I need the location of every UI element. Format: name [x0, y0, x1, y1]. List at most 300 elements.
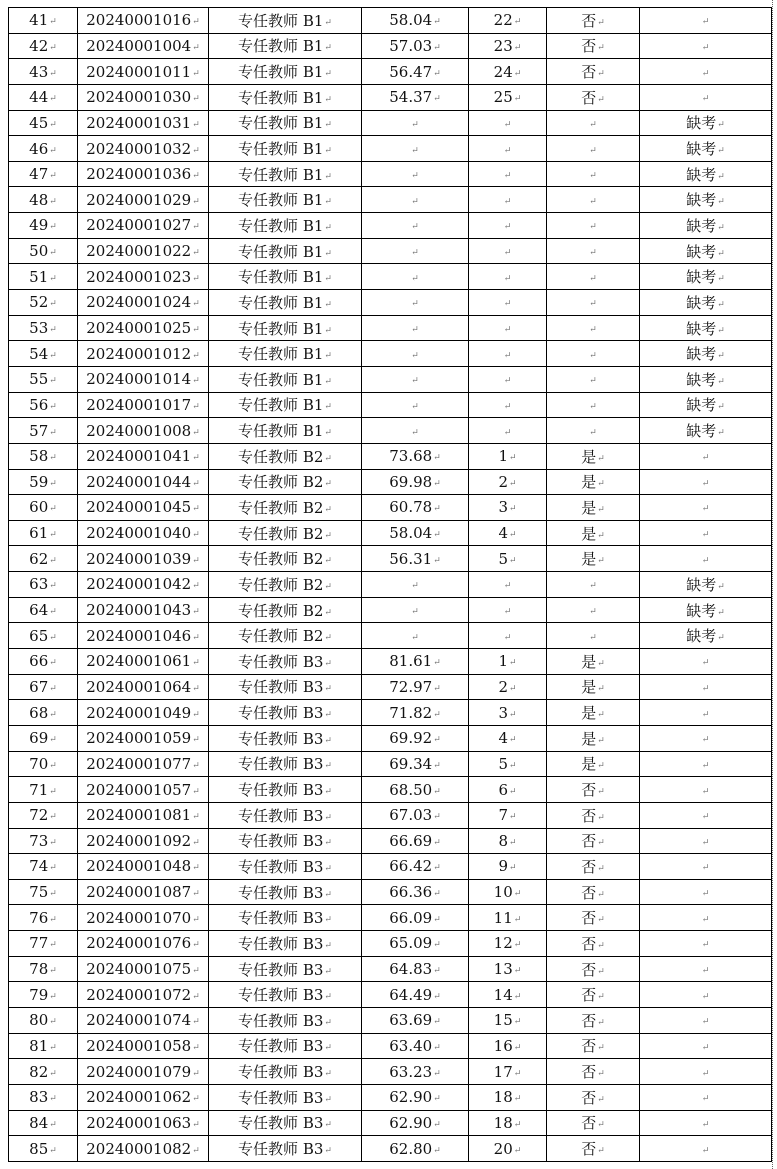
cell-interview-entry: [547, 828, 640, 854]
cell-interview-entry: [547, 546, 640, 572]
cell-exam-id: [78, 854, 209, 880]
paragraph-mark: ↵: [589, 350, 597, 361]
cell-rank: [469, 392, 547, 418]
cell-exam-id-text: 20240001008: [86, 421, 192, 440]
paragraph-mark: ↵: [503, 632, 512, 643]
cell-interview-entry: [547, 931, 640, 957]
cell-score: [362, 8, 469, 34]
cell-no-text: 77: [29, 934, 49, 953]
paragraph-mark: ↵: [701, 17, 710, 28]
table-row: [9, 366, 772, 392]
cell-rank: [469, 597, 547, 623]
cell-note-text: 缺考: [686, 191, 717, 210]
cell-score: [362, 495, 469, 521]
cell-exam-id-text: 20240001024: [86, 293, 192, 312]
cell-position-text: 专任教师 B1: [238, 268, 324, 287]
cell-no: [9, 8, 78, 34]
cell-score: [362, 674, 469, 700]
cell-interview-entry: [547, 1059, 640, 1085]
paragraph-mark: ↵: [509, 786, 517, 797]
cell-interview-entry: [547, 597, 640, 623]
cell-note: [640, 1110, 772, 1136]
cell-exam-id-text: 20240001031: [86, 113, 192, 132]
cell-position: [209, 110, 362, 136]
paragraph-mark: ↵: [509, 812, 517, 823]
paragraph-mark: ↵: [49, 555, 57, 566]
cell-rank: [469, 264, 547, 290]
cell-position-text: 专任教师 B3: [238, 704, 324, 723]
table-row: [9, 956, 772, 982]
cell-position-text: 专任教师 B3: [238, 857, 324, 876]
paragraph-mark: ↵: [324, 274, 332, 285]
paragraph-mark: ↵: [411, 171, 419, 182]
cell-no-text: 66: [29, 652, 49, 671]
paragraph-mark: ↵: [589, 222, 597, 233]
table-row: [9, 341, 772, 367]
cell-note: [640, 1136, 772, 1162]
paragraph-mark: ↵: [513, 94, 522, 105]
cell-no-text: 74: [29, 857, 49, 876]
cell-rank: [469, 1059, 547, 1085]
cell-interview-entry-text: 否: [581, 781, 597, 800]
paragraph-mark: ↵: [192, 837, 200, 848]
paragraph-mark: ↵: [49, 17, 57, 28]
paragraph-mark: ↵: [49, 863, 57, 874]
cell-position: [209, 213, 362, 239]
paragraph-mark: ↵: [597, 863, 605, 874]
cell-note: [640, 33, 772, 59]
cell-score-text: 66.69: [389, 831, 433, 850]
paragraph-mark: ↵: [513, 1068, 522, 1079]
cell-exam-id: [78, 33, 209, 59]
cell-score-text: 68.50: [389, 780, 433, 799]
paragraph-mark: ↵: [509, 453, 517, 464]
cell-interview-entry: [547, 213, 640, 239]
cell-position: [209, 1136, 362, 1162]
paragraph-mark: ↵: [717, 222, 725, 233]
paragraph-mark: ↵: [701, 42, 710, 53]
cell-exam-id-text: 20240001063: [86, 1113, 192, 1132]
cell-exam-id-text: 20240001062: [86, 1088, 192, 1107]
cell-note: [640, 777, 772, 803]
cell-no-text: 70: [29, 754, 49, 773]
cell-interview-entry: [547, 161, 640, 187]
paragraph-mark: ↵: [513, 1145, 522, 1156]
paragraph-mark: ↵: [589, 632, 597, 643]
cell-interview-entry-text: 否: [581, 934, 597, 953]
cell-exam-id-text: 20240001087: [86, 883, 192, 902]
cell-position: [209, 725, 362, 751]
paragraph-mark: ↵: [324, 376, 332, 387]
paragraph-mark: ↵: [597, 940, 605, 951]
paragraph-mark: ↵: [597, 1043, 605, 1054]
paragraph-mark: ↵: [503, 581, 512, 592]
paragraph-mark: ↵: [49, 735, 57, 746]
cell-exam-id-text: 20240001092: [86, 831, 192, 850]
paragraph-mark: ↵: [433, 889, 441, 900]
cell-no: [9, 84, 78, 110]
paragraph-mark: ↵: [411, 350, 419, 361]
cell-position-text: 专任教师 B1: [238, 37, 324, 56]
paragraph-mark: ↵: [324, 863, 332, 874]
cell-rank: [469, 290, 547, 316]
cell-exam-id-text: 20240001074: [86, 1011, 192, 1030]
paragraph-mark: ↵: [49, 658, 57, 669]
cell-score: [362, 956, 469, 982]
cell-rank: [469, 905, 547, 931]
cell-score: [362, 777, 469, 803]
paragraph-mark: ↵: [324, 1043, 332, 1054]
table-row: [9, 315, 772, 341]
table-row: [9, 546, 772, 572]
cell-interview-entry: [547, 84, 640, 110]
paragraph-mark: ↵: [49, 171, 57, 182]
cell-rank-text: 17: [493, 1062, 513, 1081]
cell-exam-id-text: 20240001075: [86, 960, 192, 979]
paragraph-mark: ↵: [509, 555, 517, 566]
paragraph-mark: ↵: [192, 786, 200, 797]
cell-no-text: 43: [29, 62, 49, 81]
paragraph-mark: ↵: [324, 428, 332, 439]
cell-position: [209, 136, 362, 162]
cell-score: [362, 1059, 469, 1085]
cell-rank: [469, 546, 547, 572]
cell-note: [640, 213, 772, 239]
paragraph-mark: ↵: [589, 273, 597, 284]
cell-exam-id: [78, 59, 209, 85]
cell-note: [640, 187, 772, 213]
cell-exam-id: [78, 161, 209, 187]
cell-interview-entry: [547, 649, 640, 675]
cell-rank: [469, 649, 547, 675]
paragraph-mark: ↵: [49, 325, 57, 335]
cell-rank: [469, 84, 547, 110]
paragraph-mark: ↵: [192, 581, 200, 592]
cell-rank: [469, 520, 547, 546]
cell-score: [362, 161, 469, 187]
cell-note: [640, 315, 772, 341]
cell-note: [640, 649, 772, 675]
cell-note: [640, 443, 772, 469]
cell-position-text: 专任教师 B3: [238, 986, 324, 1005]
paragraph-mark: ↵: [597, 1146, 605, 1156]
cell-no: [9, 238, 78, 264]
paragraph-mark: ↵: [324, 197, 332, 208]
cell-exam-id: [78, 264, 209, 290]
cell-note: [640, 931, 772, 957]
paragraph-mark: ↵: [192, 735, 200, 746]
cell-no-text: 69: [29, 729, 49, 748]
cell-no-text: 41: [29, 11, 49, 30]
paragraph-mark: ↵: [433, 991, 441, 1002]
cell-exam-id-text: 20240001058: [86, 1036, 192, 1055]
cell-position-text: 专任教师 B1: [238, 345, 324, 364]
cell-interview-entry-text: 是: [581, 498, 597, 517]
paragraph-mark: ↵: [324, 915, 332, 926]
paragraph-mark: ↵: [701, 991, 710, 1002]
cell-interview-entry-text: 否: [581, 1011, 597, 1030]
cell-exam-id-text: 20240001064: [86, 677, 192, 696]
paragraph-mark: ↵: [701, 68, 710, 79]
cell-rank-text: 20: [493, 1139, 513, 1158]
paragraph-mark: ↵: [717, 351, 725, 362]
cell-rank: [469, 161, 547, 187]
cell-no: [9, 392, 78, 418]
paragraph-mark: ↵: [503, 325, 512, 335]
cell-no: [9, 905, 78, 931]
cell-no-text: 45: [29, 113, 49, 132]
cell-exam-id: [78, 777, 209, 803]
paragraph-mark: ↵: [433, 504, 441, 515]
paragraph-mark: ↵: [192, 453, 200, 464]
cell-interview-entry: [547, 290, 640, 316]
cell-no-text: 57: [29, 421, 49, 440]
paragraph-mark: ↵: [433, 1068, 441, 1079]
paragraph-mark: ↵: [503, 273, 512, 284]
paragraph-mark: ↵: [192, 1068, 200, 1079]
paragraph-mark: ↵: [324, 69, 332, 80]
cell-rank-text: 14: [493, 985, 513, 1004]
cell-rank-text: 9: [498, 857, 508, 876]
cell-rank: [469, 1136, 547, 1162]
paragraph-mark: ↵: [433, 1119, 441, 1130]
cell-interview-entry-text: 是: [581, 729, 597, 748]
cell-score-text: 81.61: [389, 652, 433, 671]
cell-exam-id-text: 20240001045: [86, 498, 192, 517]
cell-rank-text: 10: [493, 883, 513, 902]
paragraph-mark: ↵: [433, 68, 441, 79]
cell-exam-id-text: 20240001043: [86, 601, 192, 620]
results-table: [8, 7, 772, 1162]
cell-position-text: 专任教师 B2: [238, 473, 324, 492]
cell-position: [209, 1033, 362, 1059]
cell-no-text: 46: [29, 139, 49, 158]
paragraph-mark: ↵: [411, 632, 419, 643]
cell-note: [640, 905, 772, 931]
paragraph-mark: ↵: [192, 607, 200, 618]
cell-no-text: 58: [29, 447, 49, 466]
cell-no: [9, 187, 78, 213]
table-row: [9, 649, 772, 675]
cell-note-text: 缺考: [686, 319, 717, 338]
cell-rank-text: 4: [498, 524, 508, 543]
paragraph-mark: ↵: [192, 709, 200, 720]
cell-position: [209, 33, 362, 59]
cell-no: [9, 213, 78, 239]
cell-interview-entry: [547, 187, 640, 213]
cell-rank-text: 15: [493, 1011, 513, 1030]
cell-position-text: 专任教师 B3: [238, 781, 324, 800]
cell-no: [9, 700, 78, 726]
paragraph-mark: ↵: [433, 658, 441, 669]
paragraph-mark: ↵: [192, 94, 200, 105]
cell-note: [640, 392, 772, 418]
paragraph-mark: ↵: [49, 273, 57, 284]
cell-note-text: 缺考: [686, 396, 717, 415]
paragraph-mark: ↵: [597, 69, 605, 80]
paragraph-mark: ↵: [324, 761, 332, 772]
cell-note: [640, 136, 772, 162]
cell-score-text: 64.83: [389, 960, 433, 979]
cell-score: [362, 931, 469, 957]
paragraph-mark: ↵: [411, 401, 419, 412]
cell-position-text: 专任教师 B3: [238, 1011, 324, 1030]
cell-position-text: 专任教师 B1: [238, 165, 324, 184]
cell-no-text: 50: [29, 242, 49, 261]
paragraph-mark: ↵: [589, 401, 597, 412]
cell-exam-id-text: 20240001032: [86, 139, 192, 158]
cell-position: [209, 418, 362, 444]
table-row: [9, 1059, 772, 1085]
cell-exam-id-text: 20240001059: [86, 729, 192, 748]
paragraph-mark: ↵: [192, 42, 200, 53]
cell-exam-id: [78, 879, 209, 905]
paragraph-mark: ↵: [192, 1042, 200, 1053]
paragraph-mark: ↵: [513, 1119, 522, 1130]
paragraph-mark: ↵: [597, 889, 605, 900]
paragraph-mark: ↵: [503, 248, 512, 259]
cell-rank: [469, 1110, 547, 1136]
cell-position-text: 专任教师 B2: [238, 524, 324, 543]
paragraph-mark: ↵: [701, 735, 710, 746]
cell-rank: [469, 700, 547, 726]
cell-score-text: 71.82: [389, 703, 433, 722]
paragraph-mark: ↵: [509, 735, 517, 746]
cell-no: [9, 1084, 78, 1110]
paragraph-mark: ↵: [701, 683, 710, 694]
paragraph-mark: ↵: [701, 1068, 710, 1079]
paragraph-mark: ↵: [324, 787, 332, 798]
paragraph-mark: ↵: [411, 427, 419, 438]
cell-exam-id: [78, 366, 209, 392]
cell-position: [209, 879, 362, 905]
cell-exam-id: [78, 931, 209, 957]
cell-rank: [469, 59, 547, 85]
cell-no: [9, 1059, 78, 1085]
cell-no: [9, 520, 78, 546]
cell-position-text: 专任教师 B3: [238, 1114, 324, 1133]
paragraph-mark: ↵: [324, 402, 332, 413]
paragraph-mark: ↵: [324, 120, 332, 131]
paragraph-mark: ↵: [717, 274, 725, 285]
cell-rank: [469, 572, 547, 598]
paragraph-mark: ↵: [503, 299, 512, 310]
cell-score: [362, 418, 469, 444]
cell-position-text: 专任教师 B1: [238, 422, 324, 441]
cell-exam-id-text: 20240001022: [86, 242, 192, 261]
cell-position-text: 专任教师 B2: [238, 447, 324, 466]
paragraph-mark: ↵: [49, 504, 57, 515]
cell-interview-entry-text: 否: [581, 883, 597, 902]
cell-exam-id: [78, 392, 209, 418]
cell-note: [640, 495, 772, 521]
cell-no-text: 84: [29, 1113, 49, 1132]
paragraph-mark: ↵: [324, 710, 332, 721]
cell-score: [362, 905, 469, 931]
cell-interview-entry: [547, 1084, 640, 1110]
cell-score: [362, 84, 469, 110]
paragraph-mark: ↵: [49, 453, 57, 464]
paragraph-mark: ↵: [324, 248, 332, 259]
cell-rank: [469, 982, 547, 1008]
cell-position-text: 专任教师 B1: [238, 11, 324, 30]
paragraph-mark: ↵: [717, 402, 725, 413]
cell-no: [9, 443, 78, 469]
paragraph-mark: ↵: [324, 453, 332, 464]
paragraph-mark: ↵: [49, 837, 57, 848]
paragraph-mark: ↵: [433, 1145, 441, 1156]
paragraph-mark: ↵: [503, 171, 512, 182]
paragraph-mark: ↵: [49, 94, 57, 105]
cell-note: [640, 161, 772, 187]
paragraph-mark: ↵: [192, 760, 200, 771]
paragraph-mark: ↵: [597, 94, 605, 105]
cell-no: [9, 879, 78, 905]
paragraph-mark: ↵: [49, 581, 57, 592]
cell-exam-id-text: 20240001039: [86, 549, 192, 568]
paragraph-mark: ↵: [433, 863, 441, 874]
cell-interview-entry: [547, 136, 640, 162]
cell-no-text: 49: [29, 216, 49, 235]
table-row: [9, 33, 772, 59]
cell-interview-entry-text: 是: [581, 652, 597, 671]
cell-no-text: 72: [29, 806, 49, 825]
cell-exam-id-text: 20240001017: [86, 395, 192, 414]
paragraph-mark: ↵: [324, 607, 332, 618]
cell-no: [9, 495, 78, 521]
cell-position-text: 专任教师 B1: [238, 370, 324, 389]
cell-rank-text: 12: [493, 934, 513, 953]
paragraph-mark: ↵: [597, 1120, 605, 1131]
paragraph-mark: ↵: [597, 658, 605, 669]
paragraph-mark: ↵: [717, 146, 725, 157]
cell-score: [362, 597, 469, 623]
cell-interview-entry: [547, 366, 640, 392]
paragraph-mark: ↵: [717, 607, 725, 618]
paragraph-mark: ↵: [324, 171, 332, 182]
paragraph-mark: ↵: [49, 914, 57, 925]
cell-note: [640, 264, 772, 290]
cell-score: [362, 213, 469, 239]
cell-exam-id: [78, 982, 209, 1008]
paragraph-mark: ↵: [433, 530, 441, 541]
cell-score: [362, 290, 469, 316]
cell-interview-entry-text: 否: [581, 1063, 597, 1082]
cell-position-text: 专任教师 B1: [238, 242, 324, 261]
paragraph-mark: ↵: [49, 1145, 57, 1156]
cell-position-text: 专任教师 B1: [238, 88, 324, 107]
cell-exam-id: [78, 597, 209, 623]
cell-no: [9, 623, 78, 649]
cell-rank: [469, 8, 547, 34]
cell-note: [640, 84, 772, 110]
paragraph-mark: ↵: [701, 453, 710, 464]
cell-position: [209, 341, 362, 367]
cell-score-text: 69.92: [389, 729, 433, 748]
paragraph-mark: ↵: [433, 709, 441, 720]
paragraph-mark: ↵: [597, 761, 605, 772]
paragraph-mark: ↵: [503, 119, 512, 130]
page-margin-rule: [772, 0, 773, 1169]
cell-score-text: 63.69: [389, 1011, 433, 1030]
cell-interview-entry: [547, 1136, 640, 1162]
cell-rank-text: 7: [498, 806, 508, 825]
paragraph-mark: ↵: [324, 1120, 332, 1131]
paragraph-mark: ↵: [49, 427, 57, 438]
cell-position: [209, 828, 362, 854]
cell-no-text: 47: [29, 165, 49, 184]
cell-position-text: 专任教师 B1: [238, 216, 324, 235]
